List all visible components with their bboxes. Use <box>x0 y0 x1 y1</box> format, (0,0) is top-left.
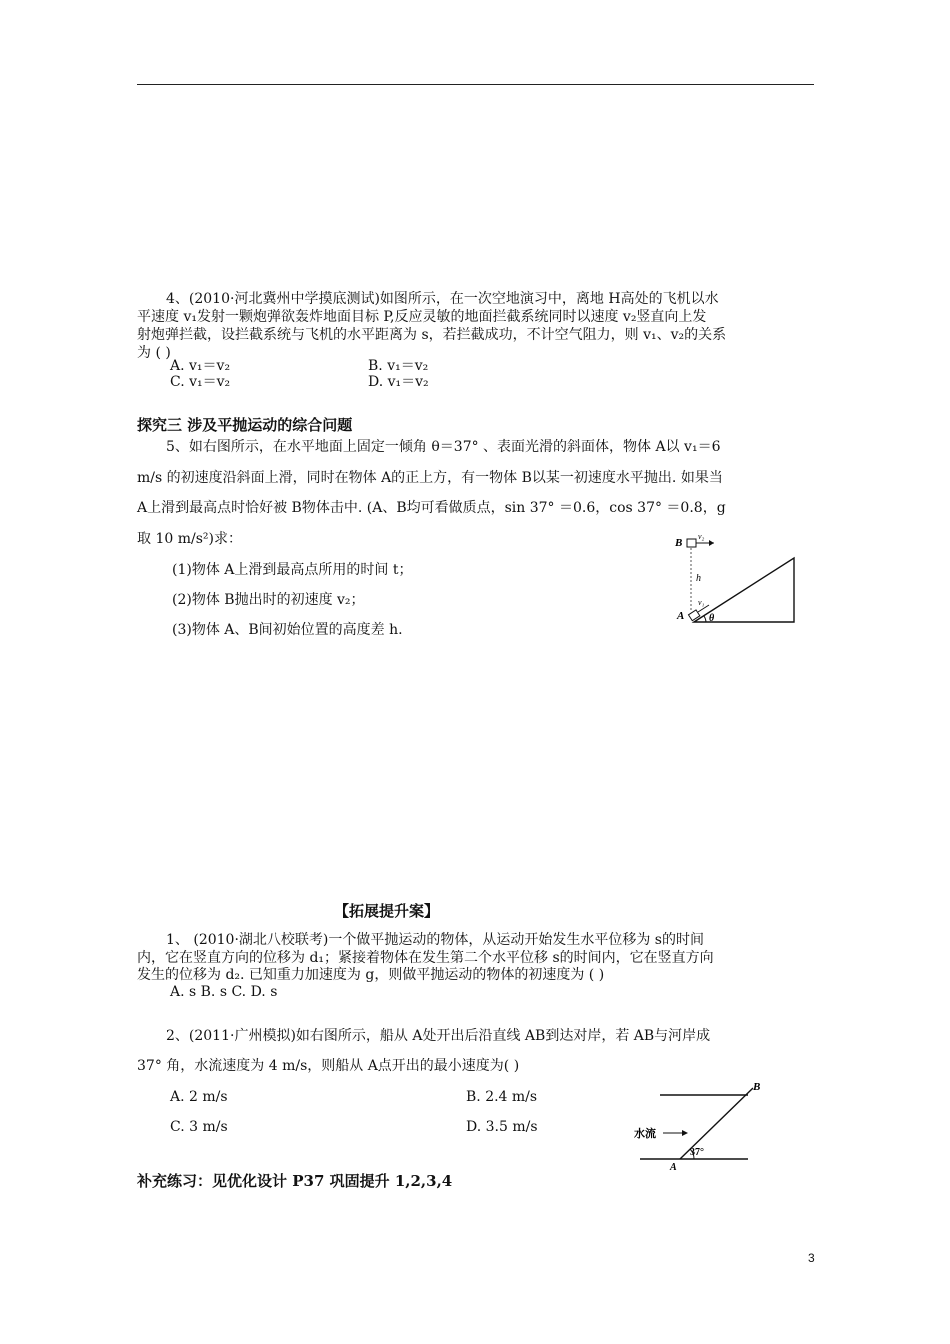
page-number: 3 <box>808 1251 815 1265</box>
q5-subquestion-1: (1)物体 A上滑到最高点所用的时间 t； <box>172 562 413 578</box>
q4-line-3: 射炮弹拦截，设拦截系统与飞机的水平距离为 s，若拦截成功，不计空气阻力，则 v₁、v₂的关系 <box>137 327 727 343</box>
object-b-block <box>687 539 696 547</box>
fig1-label-v1: v₁ <box>698 598 705 607</box>
fig1-label-theta: θ <box>709 613 715 624</box>
e2-option-c: C. 3 m/s <box>170 1119 228 1135</box>
q4-option-b: B. v₁＝v₂ <box>368 358 429 374</box>
fig1-label-v2: v₂ <box>698 532 705 541</box>
fig2-label-angle: 37° <box>690 1147 704 1158</box>
theta-arc <box>704 616 706 622</box>
e1-line-2: 内，它在竖直方向的位移为 d₁；紧接着物体在发生第二个水平位移 s的时间内，它在竖直方向 <box>137 950 714 966</box>
fig1-label-b: B <box>675 537 683 549</box>
fig2-label-flow: 水流 <box>634 1128 656 1140</box>
fig1-label-a: A <box>677 610 685 622</box>
fig2-label-b: B <box>753 1081 761 1093</box>
e2-option-d: D. 3.5 m/s <box>466 1119 538 1135</box>
section-3-heading: 探究三 涉及平抛运动的综合问题 <box>137 416 353 434</box>
e2-line-1: 2、(2011·广州模拟)如右图所示，船从 A处开出后沿直线 AB到达对岸，若 AB与河岸成 <box>166 1028 711 1044</box>
incline-figure <box>672 528 802 628</box>
e1-options: A. s B. s C. D. s <box>170 984 278 1000</box>
q4-line-2: 平速度 v₁发射一颗炮弹欲轰炸地面目标 P,反应灵敏的地面拦截系统同时以速度 v₂竖直向上发 <box>137 309 707 325</box>
q5-line-1: 5、如右图所示，在水平地面上固定一倾角 θ＝37° 、表面光滑的斜面体，物体 A以 v₁＝6 <box>166 439 721 455</box>
q4-line-4: 为 ( ) <box>137 345 171 361</box>
q4-option-c: C. v₁＝v₂ <box>170 374 231 390</box>
q5-subquestion-2: (2)物体 B抛出时的初速度 v₂； <box>172 592 365 608</box>
q4-line-1: 4、(2010·河北冀州中学摸底测试)如图所示，在一次空地演习中，离地 H高处的飞机以水 <box>166 291 719 307</box>
e1-line-1: 1、 (2010·湖北八校联考)一个做平抛运动的物体，从运动开始发生水平位移为 s的时间 <box>166 932 704 948</box>
q4-option-a: A. v₁＝v₂ <box>170 358 231 374</box>
q5-line-3: A上滑到最高点时恰好被 B物体击中. (A、B均可看做质点，sin 37° ＝0.6，cos 37° ＝0.8，g <box>137 500 726 516</box>
e2-option-b: B. 2.4 m/s <box>466 1089 538 1105</box>
header-rule <box>137 84 814 85</box>
q5-line-4: 取 10 m/s²)求： <box>137 531 242 547</box>
e2-option-a: A. 2 m/s <box>170 1089 228 1105</box>
flow-arrowhead <box>682 1130 688 1136</box>
river-figure <box>628 1078 761 1174</box>
q5-line-2: m/s 的初速度沿斜面上滑，同时在物体 A的正上方，有一物体 B以某一初速度水平抛出. 如果当 <box>137 470 723 486</box>
extension-heading: 【拓展提升案】 <box>334 902 440 920</box>
v2-arrowhead <box>709 540 714 546</box>
q4-option-d: D. v₁＝v₂ <box>368 374 429 390</box>
supplement-exercise: 补充练习：见优化设计 P37 巩固提升 1,2,3,4 <box>137 1172 453 1190</box>
fig1-label-h: h <box>696 573 701 584</box>
e2-line-2: 37° 角，水流速度为 4 m/s，则船从 A点开出的最小速度为( ) <box>137 1058 520 1074</box>
q5-subquestion-3: (3)物体 A、B间初始位置的高度差 h. <box>172 622 403 638</box>
fig2-label-a: A <box>670 1162 677 1173</box>
e1-line-3: 发生的位移为 d₂. 已知重力加速度为 g，则做平抛运动的物体的初速度为 ( ) <box>137 967 605 983</box>
